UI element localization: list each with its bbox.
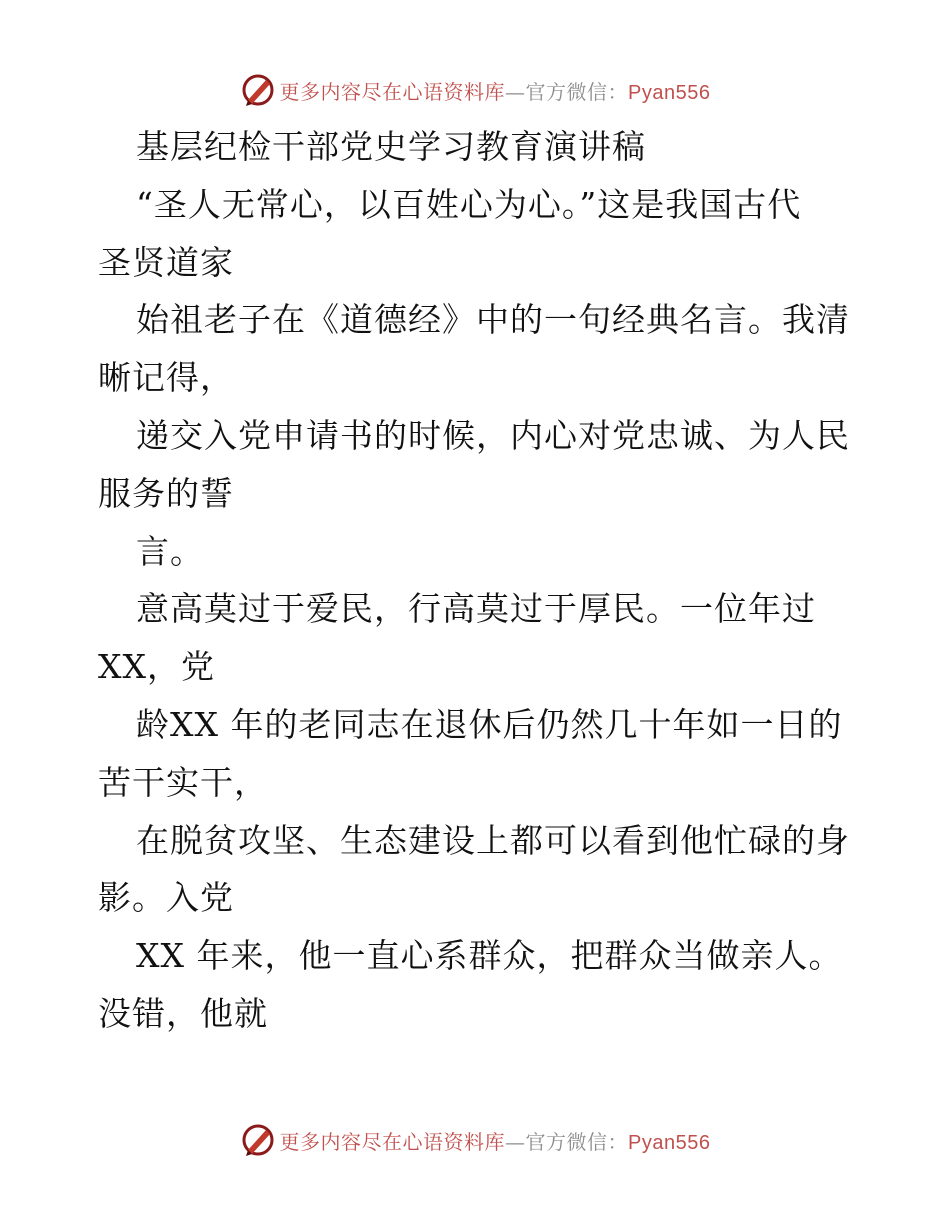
watermark-wechat-id: Pyan556: [628, 1131, 711, 1154]
text-line: XX，党: [98, 647, 215, 687]
text-line: 递交入党申请书的时候，内心对党忠诚、为人民: [136, 415, 850, 455]
text-line: XX 年来，他一直心系群众，把群众当做亲人。: [136, 936, 843, 976]
watermark-wechat-label: 官方微信：: [525, 79, 629, 104]
document-body: [98, 118, 858, 1043]
pen-logo-icon: [240, 72, 276, 108]
text-line: 圣贤道家: [98, 242, 234, 282]
text-line: 意高莫过于爱民，行高莫过于厚民。一位年过: [136, 589, 816, 629]
text-line: 始祖老子在《道德经》中的一句经典名言。我清: [136, 300, 850, 340]
watermark-wechat-id: Pyan556: [628, 81, 711, 104]
watermark-text: [280, 76, 711, 105]
text-line: 服务的誓: [98, 473, 234, 513]
watermark-text: [280, 1126, 711, 1155]
text-line: 苦干实干，: [98, 762, 268, 802]
watermark-wechat-label: 官方微信：: [525, 1129, 629, 1154]
header-watermark: [0, 70, 950, 110]
watermark-dash: —: [505, 1129, 526, 1154]
text-line: “圣人无常心，以百姓心为心。”这是我国古代: [136, 184, 802, 224]
watermark-main: 更多内容尽在心语资料库: [279, 79, 506, 104]
pen-logo-icon: [240, 1122, 276, 1158]
text-line: 言。: [136, 531, 204, 571]
text-line: 晰记得，: [98, 358, 234, 398]
footer-watermark: [0, 1120, 950, 1160]
watermark-main: 更多内容尽在心语资料库: [279, 1129, 506, 1154]
watermark-dash: —: [505, 79, 526, 104]
text-line: 影。入党: [98, 878, 234, 918]
document-title: 基层纪检干部党史学习教育演讲稿: [136, 127, 646, 166]
text-line: 龄XX 年的老同志在退休后仍然几十年如一日的: [136, 704, 843, 744]
text-line: 在脱贫攻坚、生态建设上都可以看到他忙碌的身: [136, 820, 850, 860]
text-line: 没错，他就: [98, 993, 268, 1033]
